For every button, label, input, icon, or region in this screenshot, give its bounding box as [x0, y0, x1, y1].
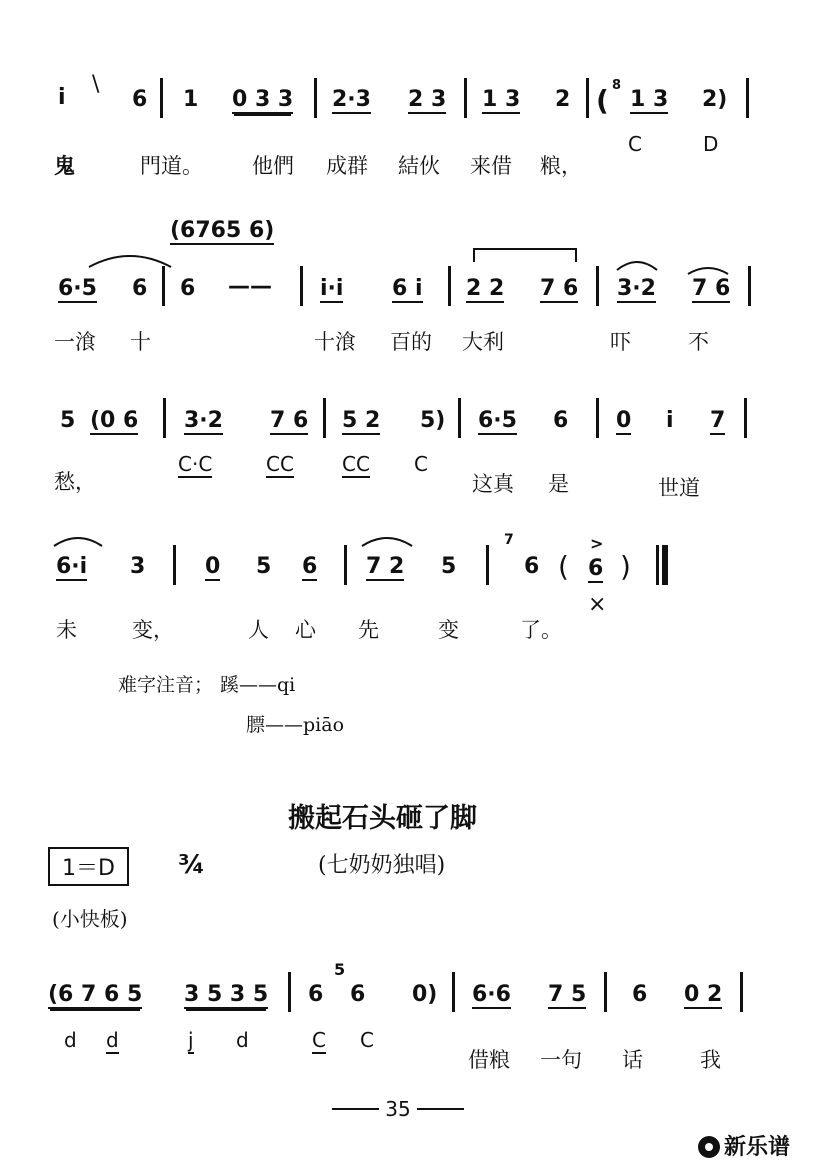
pronunciation-label: 难字注音； — [118, 674, 214, 696]
barline — [604, 972, 607, 1012]
note-group: i·i — [320, 276, 344, 301]
lyric: 一湌 — [54, 330, 96, 354]
barline — [448, 266, 451, 306]
chord: d — [64, 1028, 77, 1052]
barline — [452, 972, 455, 1012]
note-group: 6·5 — [58, 276, 97, 301]
barline — [288, 972, 291, 1012]
lyric: 话 — [622, 1048, 643, 1072]
lyric: 了。 — [520, 618, 562, 642]
lyric: 未 — [56, 618, 77, 642]
barline — [314, 78, 317, 118]
lyric: 变 — [438, 618, 459, 642]
note-group: 3·2 — [184, 408, 223, 433]
chord: C — [414, 452, 428, 476]
paren: ) — [620, 550, 631, 583]
barline — [464, 78, 467, 118]
note-group: 7 6 — [270, 408, 309, 433]
note-group: (0 6 — [90, 408, 139, 433]
lyric: 粮， — [540, 154, 582, 178]
chord: C — [360, 1028, 374, 1052]
note-group: 7 5 — [548, 982, 587, 1007]
tie-bracket — [470, 244, 580, 264]
grace-note: 5 — [334, 960, 346, 979]
barline — [596, 398, 599, 438]
pronunciation-note: 膘——piāo — [246, 714, 345, 736]
note-group: 6·6 — [472, 982, 511, 1007]
pronunciation-note: 蹊——qi — [220, 674, 296, 696]
note: i — [58, 85, 66, 110]
note-group: 6·5 — [478, 408, 517, 433]
lyric: 門道。 — [140, 154, 203, 178]
note: 5 — [256, 554, 272, 579]
paren: ( — [596, 84, 609, 117]
tempo-marking: (小快板) — [52, 907, 128, 931]
lyric: 吓 — [610, 330, 631, 354]
page-number-text: 35 — [385, 1097, 411, 1121]
lyric: 这真 — [472, 472, 514, 496]
barline — [740, 972, 743, 1012]
note: 6 — [132, 276, 148, 301]
note: 6 — [588, 556, 604, 581]
note: 5) — [420, 408, 446, 433]
chord: C — [312, 1028, 326, 1052]
note: 2 — [555, 87, 571, 112]
note: 0 — [616, 408, 632, 433]
lyric: 变， — [132, 618, 174, 642]
time-signature: ¾ — [178, 850, 205, 880]
note: 6 — [553, 408, 569, 433]
barline — [323, 398, 326, 438]
note-group: 6 i — [392, 276, 423, 301]
barline — [162, 266, 165, 306]
barline — [486, 545, 489, 585]
barline — [300, 266, 303, 306]
site-logo — [698, 1130, 790, 1161]
note-group: 5 2 — [342, 408, 381, 433]
note-group: 2 3 — [408, 87, 447, 112]
accent-mark: > — [590, 534, 604, 553]
chord: CC — [342, 452, 370, 476]
lyric: 一句 — [540, 1048, 582, 1072]
logo-text: 新乐谱 — [724, 1135, 791, 1160]
note: 6 — [132, 87, 148, 112]
lyric: 十湌 — [314, 330, 356, 354]
lyric: 来借 — [470, 154, 512, 178]
barline — [344, 545, 347, 585]
barline — [163, 398, 166, 438]
note: 6 — [632, 982, 648, 1007]
note-group: 3·2 — [617, 276, 656, 301]
note-group: 0 2 — [684, 982, 723, 1007]
barline — [596, 266, 599, 306]
lyric: 先 — [358, 618, 379, 642]
note: 6 — [524, 554, 540, 579]
note: 0) — [412, 982, 438, 1007]
song-subtitle: (七奶奶独唱) — [318, 853, 446, 878]
lyric: 鬼 — [54, 153, 75, 178]
chord: d — [236, 1028, 249, 1052]
barline — [748, 266, 751, 306]
slur — [686, 262, 730, 276]
lyric: 借粮 — [468, 1048, 510, 1072]
lyric: 是 — [548, 472, 569, 496]
note-group: 1 3 — [630, 87, 669, 112]
grace-note: 8 — [612, 78, 622, 93]
note-group: (6765 6) — [170, 218, 275, 243]
grace-note: 7 — [504, 532, 514, 548]
lyric: 我 — [700, 1048, 721, 1072]
note: 3 — [130, 554, 146, 579]
note-group: 7 6 — [692, 276, 731, 301]
note: 6 — [180, 276, 196, 301]
note: 6 — [308, 982, 324, 1007]
chord: j — [188, 1028, 194, 1052]
music-disc-icon — [698, 1136, 720, 1158]
barline — [458, 398, 461, 438]
page-number — [332, 1097, 464, 1121]
note: 6 — [302, 554, 318, 579]
cross-mark: × — [588, 592, 607, 617]
note-group: 0 3 3 — [232, 87, 294, 112]
lyric: 十 — [130, 330, 151, 354]
note: 6 — [350, 982, 366, 1007]
key-signature: 1＝D — [48, 847, 129, 886]
lyric: 人 — [248, 618, 269, 642]
lyric: 世道 — [658, 476, 700, 500]
slur — [360, 530, 414, 548]
lyric: 他們 — [252, 154, 294, 178]
barline — [744, 398, 747, 438]
barline — [160, 78, 163, 118]
note: 1 — [183, 87, 199, 112]
note: 7 — [710, 408, 726, 433]
barline — [586, 78, 589, 118]
barline — [656, 545, 659, 585]
chord: C·C — [178, 452, 213, 476]
note-group: 1 3 — [482, 87, 521, 112]
chord: d — [106, 1028, 119, 1052]
lyric: 愁， — [54, 470, 96, 494]
slide-mark: \ — [92, 72, 100, 97]
lyric: 結伙 — [398, 154, 440, 178]
chord: C — [628, 132, 642, 156]
lyric: 心 — [295, 618, 316, 642]
slur — [615, 254, 659, 272]
note: i — [666, 408, 674, 433]
lyric: 大利 — [462, 330, 504, 354]
note-group: 6·i — [56, 554, 88, 579]
lyric: 成群 — [326, 154, 368, 178]
slur — [52, 530, 104, 548]
barline — [173, 545, 176, 585]
note-group: 7 2 — [366, 554, 405, 579]
note: 2) — [702, 87, 728, 112]
final-barline — [662, 545, 668, 585]
lyric: 不 — [688, 330, 709, 354]
note-group: (6 7 6 5 — [48, 982, 143, 1007]
note-group: 2·3 — [332, 87, 371, 112]
chord: D — [703, 132, 719, 156]
note-group: 3 5 3 5 — [184, 982, 269, 1007]
song-title: 搬起石头砸了脚 — [288, 803, 477, 834]
note: 5 — [60, 408, 76, 433]
paren: ( — [558, 550, 569, 583]
note: 5 — [441, 554, 457, 579]
barline — [746, 78, 749, 118]
note-group: 7 6 — [540, 276, 579, 301]
note: 0 — [205, 554, 221, 579]
lyric: 百的 — [390, 330, 432, 354]
note-group: 2 2 — [466, 276, 505, 301]
dash: —— — [228, 274, 272, 299]
chord: CC — [266, 452, 294, 476]
